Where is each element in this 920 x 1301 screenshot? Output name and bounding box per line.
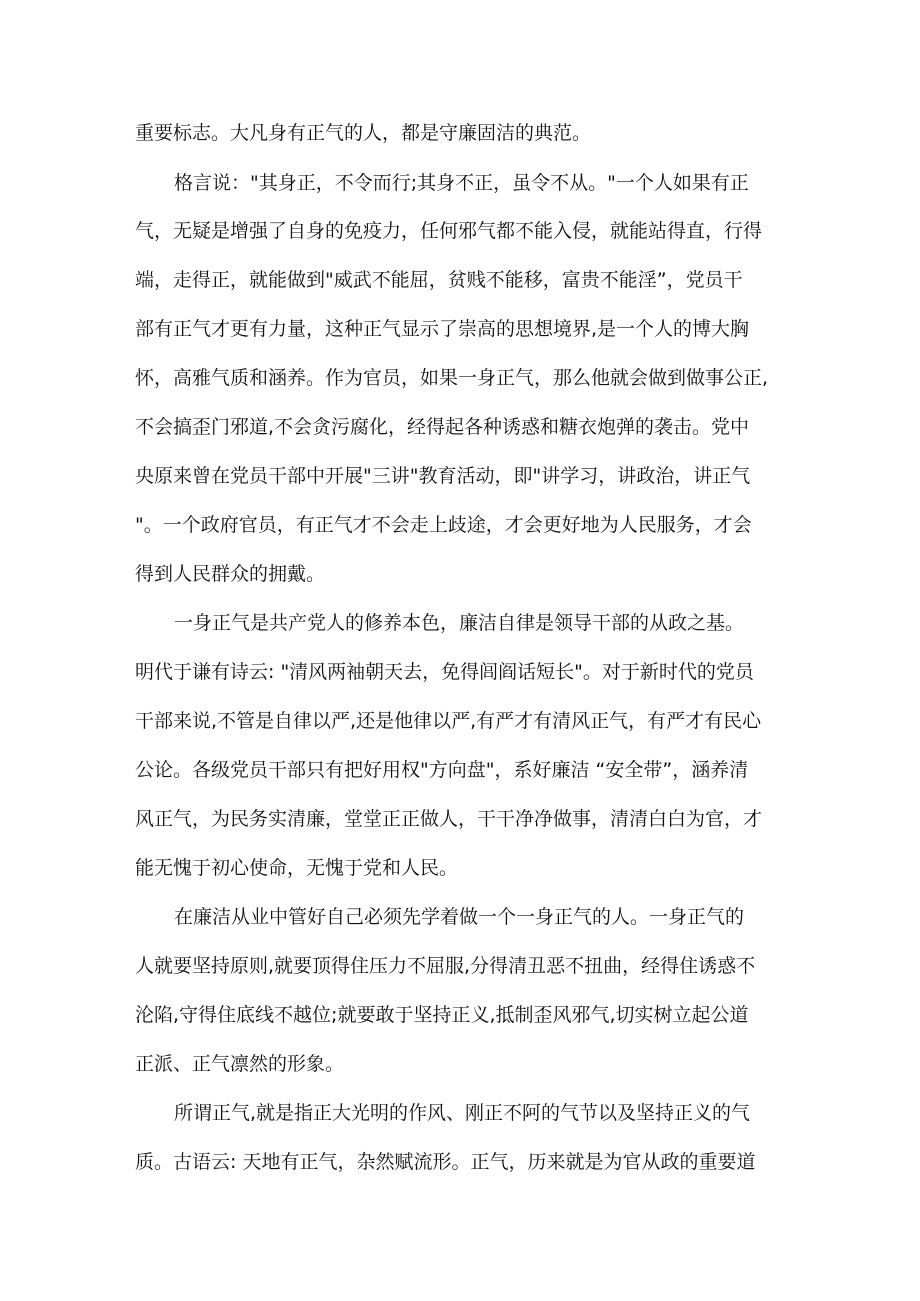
text-line: 所谓正气,就是指正大光明的作风、刚正不阿的气节以及坚持正义的气 [174, 1102, 751, 1124]
text-line: 端，走得正，就能做到"威武不能屈，贫贱不能移，富贵不能淫”，党员干 [135, 269, 743, 291]
text-line: 气，无疑是增强了自身的免疫力，任何邪气都不能入侵，就能站得直，行得 [135, 220, 763, 242]
text-line: 明代于谦有诗云: "清风两袖朝天去，免得闾阎话短长"。对于新时代的党员 [135, 661, 754, 683]
text-line: 能无愧于初心使命，无愧于党和人民。 [135, 857, 459, 879]
text-line: 质。古语云: 天地有正气，杂然赋流形。正气，历来就是为官从政的重要道 [135, 1151, 756, 1173]
text-line: "。一个政府官员，有正气才不会走上歧途，才会更好地为人民服务，才会 [135, 514, 752, 536]
text-line: 人就要坚持原则,就要顶得住压力不屈服,分得清丑恶不扭曲，经得住诱惑不 [135, 955, 756, 977]
text-line: 沦陷,守得住底线不越位;就要敢于坚持正义,抵制歪风邪气,切实树立起公道 [135, 1004, 749, 1026]
text-line: 得到人民群众的拥戴。 [135, 563, 326, 585]
text-line: 干部来说,不管是自律以严,还是他律以严,有严才有清风正气，有严才有民心 [135, 710, 762, 732]
text-line: 风正气，为民务实清廉，堂堂正正做人，干干净净做事，清清白白为官，才 [135, 808, 763, 830]
text-line: 正派、正气凛然的形象。 [135, 1053, 345, 1075]
text-line: 格言说："其身正，不令而行;其身不正，虽令不从。"一个人如果有正 [174, 172, 749, 194]
text-line: 重要标志。大凡身有正气的人，都是守廉固洁的典范。 [135, 122, 592, 144]
text-line: 公论。各级党员干部只有把好用权"方向盘"，系好廉洁 “安全带”，涵养清 [135, 759, 749, 781]
text-line: 怀，高雅气质和涵养。作为官员，如果一身正气，那么他就会做到做事公正, [135, 367, 769, 389]
text-line: 不会搞歪门邪道,不会贪污腐化，经得起各种诱惑和糖衣炮弹的袭击。党中 [135, 416, 750, 438]
text-line: 在廉洁从业中管好自己必须先学着做一个一身正气的人。一身正气的 [174, 906, 745, 928]
text-line: 一身正气是共产党人的修养本色，廉洁自律是领导干部的从政之基。 [174, 612, 745, 634]
text-line: 央原来曾在党员干部中开展"三讲"教育活动，即"讲学习，讲政治，讲正气 [135, 465, 751, 487]
text-line: 部有正气才更有力量，这种正气显示了崇高的思想境界,是一个人的博大胸 [135, 318, 750, 340]
